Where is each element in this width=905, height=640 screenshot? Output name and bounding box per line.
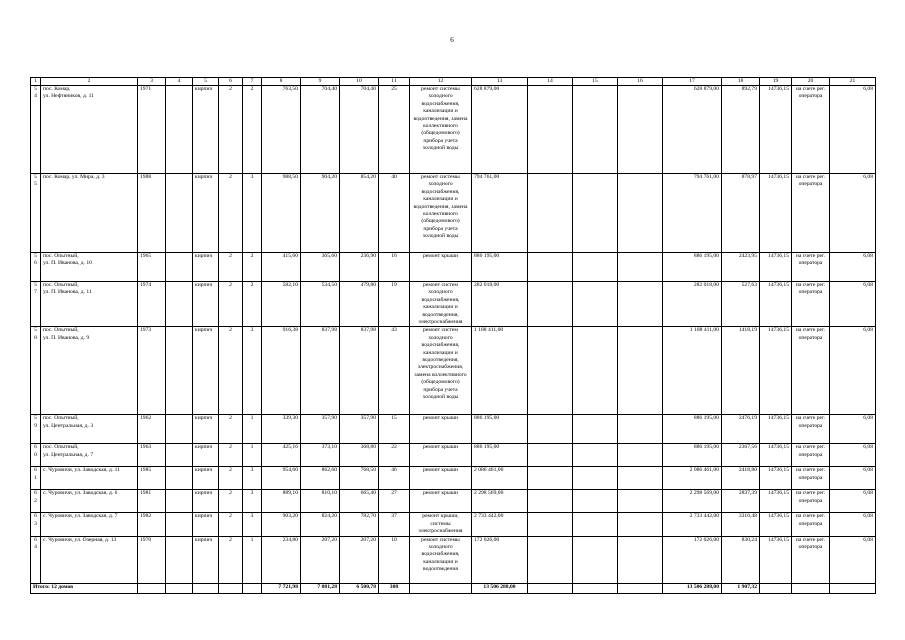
cell-n: 58 [31,327,41,415]
cell-c20: на счете рег. оператора [792,513,830,536]
cell-floors: 2 [219,174,243,253]
total-cost: 13 506 288,00 [472,583,528,593]
cell-mat: кирпич [193,86,219,174]
column-number: 3 [138,78,166,86]
cell-cost: 1 188 411,00 [472,327,528,415]
cell-area: 415,60 [262,253,301,282]
cell-n: 62 [31,490,41,513]
cell-c18: 2367,56 [722,444,760,467]
cell-c17: 282 018,00 [663,282,722,327]
cell-c19: 14736,15 [760,444,792,467]
cell-c16 [618,327,663,415]
total-empty-cell [193,583,219,593]
cell-year: 1965 [138,253,166,282]
cell-c20: на счете рег. оператора [792,490,830,513]
cell-c4 [166,174,193,253]
cell-c21: 6,08 [830,282,876,327]
cell-entr: 2 [243,86,262,174]
cell-c14 [528,513,573,536]
cell-floors: 2 [219,415,243,444]
cell-mat: кирпич [193,490,219,513]
column-number: 15 [573,78,618,86]
cell-addr: пос. Опытный, ул. Центральная, д. 7 [41,444,138,467]
total-row [31,583,876,593]
cell-c15 [573,444,618,467]
cell-c9: 365,60 [301,253,340,282]
cell-c19: 14736,15 [760,467,792,490]
cell-area: 763,50 [262,86,301,174]
cell-c10: 236,90 [340,253,379,282]
cell-cost: 2 298 569,00 [472,490,528,513]
cell-year: 1963 [138,444,166,467]
cell-c4 [166,86,193,174]
table-row [31,444,876,467]
cell-c20: на счете рег. оператора [792,253,830,282]
column-number: 1 [31,78,41,86]
total-res: 308 [379,583,410,593]
cell-c17: 886 195,00 [663,444,722,467]
cell-c10: 479,80 [340,282,379,327]
column-number: 10 [340,78,379,86]
table-row [31,513,876,536]
cell-c16 [618,444,663,467]
cell-year: 1970 [138,536,166,583]
cell-floors: 2 [219,444,243,467]
column-number: 18 [722,78,760,86]
cell-c16 [618,174,663,253]
cell-work: ремонт крыши, системы электроснабжения [410,513,472,536]
cell-entr: 3 [243,490,262,513]
cell-c10: 854,20 [340,174,379,253]
cell-c15 [573,536,618,583]
cell-c15 [573,513,618,536]
cell-c4 [166,536,193,583]
cell-c15 [573,467,618,490]
cell-c9: 904,20 [301,174,340,253]
cell-area: 582,10 [262,282,301,327]
cell-n: 57 [31,282,41,327]
cell-c20: на счете рег. оператора [792,415,830,444]
cell-c18: 527,63 [722,282,760,327]
cell-c16 [618,536,663,583]
cell-c16 [618,490,663,513]
cell-c9: 534,50 [301,282,340,327]
cell-c21: 6,08 [830,86,876,174]
column-number: 17 [663,78,722,86]
cell-mat: кирпич [193,327,219,415]
cell-mat: кирпич [193,174,219,253]
cell-n: 59 [31,415,41,444]
cell-c9: 862,60 [301,467,340,490]
cell-addr: с. Чуровичи, ул. Заводская, д. 6 [41,490,138,513]
cell-addr: с. Чуровичи, ул. Заводская, д. 11 [41,467,138,490]
cell-c21: 6,08 [830,467,876,490]
cell-c17: 1 188 411,00 [663,327,722,415]
cell-cost: 2 733 442,00 [472,513,528,536]
cell-c15 [573,174,618,253]
cell-c17: 2 086 461,00 [663,467,722,490]
total-empty-cell [830,583,876,593]
total-empty-cell [243,583,262,593]
cell-floors: 2 [219,327,243,415]
cell-c9: 207,20 [301,536,340,583]
cell-c21: 6,08 [830,536,876,583]
cell-c16 [618,282,663,327]
cell-floors: 2 [219,536,243,583]
cell-res: 15 [379,415,410,444]
cell-c4 [166,467,193,490]
cell-addr: пос. Опытный, ул. Центральная, д. 3 [41,415,138,444]
cell-mat: кирпич [193,513,219,536]
cell-n: 55 [31,174,41,253]
table-row [31,174,876,253]
cell-year: 1971 [138,86,166,174]
cell-c19: 14736,15 [760,490,792,513]
cell-n: 56 [31,253,41,282]
cell-c10: 357,90 [340,415,379,444]
cell-n: 63 [31,513,41,536]
cell-c18: 892,79 [722,86,760,174]
table-row [31,490,876,513]
cell-c21: 6,08 [830,327,876,415]
cell-entr: 1 [243,536,262,583]
cell-c18: 3316,48 [722,513,760,536]
cell-c20: на счете рег. оператора [792,327,830,415]
cell-year: 1982 [138,513,166,536]
cell-c9: 837,98 [301,327,340,415]
cell-res: 16 [379,253,410,282]
cell-c15 [573,253,618,282]
cell-floors: 2 [219,490,243,513]
cell-c21: 6,08 [830,415,876,444]
cell-floors: 2 [219,513,243,536]
cell-c15 [573,490,618,513]
cell-addr: пос. Комар, ул. Нефтяников, д. 11 [41,86,138,174]
cell-n: 61 [31,467,41,490]
cell-c16 [618,467,663,490]
cell-c10: 368,80 [340,444,379,467]
cell-cost: 794 761,00 [472,174,528,253]
total-empty-cell [528,583,573,593]
cell-res: 10 [379,536,410,583]
total-c18: 1 907,32 [722,583,760,593]
cell-c10: 665,40 [340,490,379,513]
column-number: 9 [301,78,340,86]
cell-c21: 6,08 [830,253,876,282]
cell-work: ремонт крыши [410,415,472,444]
cell-c4 [166,282,193,327]
page-number: 6 [450,36,454,44]
cell-c21: 6,08 [830,490,876,513]
cell-c15 [573,327,618,415]
cell-c15 [573,86,618,174]
total-empty-cell [618,583,663,593]
cell-c10: 768,50 [340,467,379,490]
total-area: 7 721,98 [262,583,301,593]
column-number: 5 [193,78,219,86]
cell-area: 988,50 [262,174,301,253]
cell-c16 [618,86,663,174]
cell-c4 [166,490,193,513]
cell-c4 [166,327,193,415]
column-number: 21 [830,78,876,86]
table-row [31,327,876,415]
cell-c9: 704,40 [301,86,340,174]
cell-c20: на счете рег. оператора [792,174,830,253]
cell-work: ремонт крыши [410,253,472,282]
cell-c19: 14736,15 [760,174,792,253]
cell-res: 22 [379,444,410,467]
cell-entr: 1 [243,415,262,444]
column-number: 8 [262,78,301,86]
cell-c19: 14736,15 [760,536,792,583]
cell-entr: 3 [243,174,262,253]
cell-mat: кирпич [193,253,219,282]
table-row [31,282,876,327]
cell-year: 1985 [138,467,166,490]
cell-year: 1973 [138,327,166,415]
cell-c4 [166,253,193,282]
total-c17: 13 506 288,00 [663,583,722,593]
cell-c14 [528,253,573,282]
cell-c18: 1418,19 [722,327,760,415]
cell-mat: кирпич [193,415,219,444]
cell-c14 [528,282,573,327]
cell-res: 19 [379,282,410,327]
total-label: Итого: 12 домов [31,583,138,593]
total-c9: 7 081,28 [301,583,340,593]
cell-c17: 794 761,00 [663,174,722,253]
cell-c9: 373,10 [301,444,340,467]
total-empty-cell [410,583,472,593]
cell-c17: 886 195,00 [663,415,722,444]
cell-c15 [573,415,618,444]
cell-cost: 282 018,00 [472,282,528,327]
cell-c18: 830,24 [722,536,760,583]
cell-addr: с. Чуровичи, ул. Озерная, д. 13 [41,536,138,583]
column-number: 6 [219,78,243,86]
table-row [31,86,876,174]
cell-c18: 878,97 [722,174,760,253]
cell-area: 889,10 [262,490,301,513]
cell-c14 [528,327,573,415]
cell-c4 [166,513,193,536]
cell-n: 54 [31,86,41,174]
column-number: 7 [243,78,262,86]
cell-entr: 3 [243,513,262,536]
cell-area: 916,38 [262,327,301,415]
cell-c14 [528,444,573,467]
table-row [31,467,876,490]
cell-work: ремонт крыши [410,444,472,467]
cell-c9: 810,10 [301,490,340,513]
total-empty-cell [760,583,792,593]
cell-c14 [528,536,573,583]
cell-c17: 172 026,00 [663,536,722,583]
cell-work: ремонт крыши [410,490,472,513]
cell-cost: 886 195,00 [472,444,528,467]
cell-floors: 2 [219,282,243,327]
cell-work: ремонт систем холодного водоснабжения, канализации и водоотведения, электроснабжения, замена коллективного (общедомового) прибора учета холодной воды [410,327,472,415]
column-number: 16 [618,78,663,86]
cell-work: ремонт систем холодного водоснабжения, канализации и водоотведения, электроснабжения [410,282,472,327]
cell-c10: 837,98 [340,327,379,415]
cell-c20: на счете рег. оператора [792,536,830,583]
cell-addr: пос. Опытный, ул. П. Иванова, д. 10 [41,253,138,282]
total-empty-cell [138,583,166,593]
cell-year: 1974 [138,282,166,327]
cell-c16 [618,253,663,282]
cell-c18: 2837,39 [722,490,760,513]
cell-res: 27 [379,490,410,513]
cell-c20: на счете рег. оператора [792,467,830,490]
cell-year: 1988 [138,174,166,253]
cell-c19: 14736,15 [760,327,792,415]
cell-c14 [528,490,573,513]
cell-c21: 6,08 [830,444,876,467]
cell-c17: 628 879,00 [663,86,722,174]
cell-c10: 704,40 [340,86,379,174]
cell-year: 1981 [138,490,166,513]
table-row [31,536,876,583]
housing-repair-table [30,77,876,594]
cell-c18: 2476,19 [722,415,760,444]
column-number: 12 [410,78,472,86]
cell-area: 339,30 [262,415,301,444]
cell-c14 [528,174,573,253]
cell-addr: с. Чуровичи, ул. Заводская, д. 7 [41,513,138,536]
cell-c10: 782,70 [340,513,379,536]
cell-c17: 2 298 569,00 [663,490,722,513]
cell-res: 40 [379,174,410,253]
cell-mat: кирпич [193,467,219,490]
cell-addr: пос. Опытный, ул. П. Иванова, д. 11 [41,282,138,327]
cell-cost: 172 026,00 [472,536,528,583]
table-row [31,253,876,282]
cell-c19: 14736,15 [760,253,792,282]
cell-c9: 357,90 [301,415,340,444]
cell-mat: кирпич [193,536,219,583]
total-empty-cell [166,583,193,593]
column-number: 14 [528,78,573,86]
total-empty-cell [573,583,618,593]
cell-c20: на счете рег. оператора [792,282,830,327]
cell-c9: 824,20 [301,513,340,536]
total-empty-cell [792,583,830,593]
column-number: 20 [792,78,830,86]
cell-c19: 14736,15 [760,513,792,536]
cell-area: 954,60 [262,467,301,490]
cell-floors: 2 [219,253,243,282]
cell-area: 425,16 [262,444,301,467]
cell-entr: 2 [243,253,262,282]
cell-c19: 14736,15 [760,282,792,327]
cell-c21: 6,08 [830,174,876,253]
column-number: 19 [760,78,792,86]
column-number: 4 [166,78,193,86]
cell-area: 234,80 [262,536,301,583]
cell-area: 903,20 [262,513,301,536]
cell-entr: 2 [243,282,262,327]
cell-floors: 2 [219,86,243,174]
cell-c16 [618,513,663,536]
cell-addr: пос. Комар, ул. Мира, д. 3 [41,174,138,253]
cell-n: 64 [31,536,41,583]
cell-c21: 6,08 [830,513,876,536]
column-number: 13 [472,78,528,86]
total-c10: 6 500,78 [340,583,379,593]
cell-c17: 886 195,00 [663,253,722,282]
cell-year: 1962 [138,415,166,444]
cell-c20: на счете рег. оператора [792,86,830,174]
cell-c15 [573,282,618,327]
cell-res: 46 [379,467,410,490]
cell-c4 [166,415,193,444]
cell-work: ремонт системы холодного водоснабжения, канализации и водоотведения, замена коллективного (общедомового) прибора учета холодной воды [410,174,472,253]
cell-c20: на счете рег. оператора [792,444,830,467]
cell-addr: пос. Опытный, ул. П. Иванова, д. 9 [41,327,138,415]
cell-c16 [618,415,663,444]
cell-c14 [528,86,573,174]
cell-cost: 886 195,00 [472,415,528,444]
cell-entr: 1 [243,444,262,467]
cell-work: ремонт крыши [410,467,472,490]
cell-c18: 2418,80 [722,467,760,490]
cell-cost: 886 195,00 [472,253,528,282]
total-empty-cell [219,583,243,593]
cell-mat: кирпич [193,444,219,467]
column-number-row [31,78,876,86]
cell-c14 [528,467,573,490]
cell-cost: 628 879,00 [472,86,528,174]
table-row [31,415,876,444]
cell-c19: 14736,15 [760,415,792,444]
column-number: 11 [379,78,410,86]
cell-work: ремонт системы холодного водоснабжения, канализации и водоотведения, замена коллективного (общедомового) прибора учета холодной воды [410,86,472,174]
cell-n: 60 [31,444,41,467]
cell-mat: кирпич [193,282,219,327]
cell-c10: 207,20 [340,536,379,583]
cell-cost: 2 086 461,00 [472,467,528,490]
cell-c14 [528,415,573,444]
cell-work: ремонт системы холодного водоснабжения, канализации и водоотведения [410,536,472,583]
cell-c19: 14736,15 [760,86,792,174]
cell-res: 25 [379,86,410,174]
cell-c4 [166,444,193,467]
cell-res: 37 [379,513,410,536]
cell-c17: 2 733 442,00 [663,513,722,536]
cell-res: 43 [379,327,410,415]
cell-entr: 3 [243,467,262,490]
cell-floors: 2 [219,467,243,490]
column-number: 2 [41,78,138,86]
cell-entr: 3 [243,327,262,415]
cell-c18: 2423,95 [722,253,760,282]
